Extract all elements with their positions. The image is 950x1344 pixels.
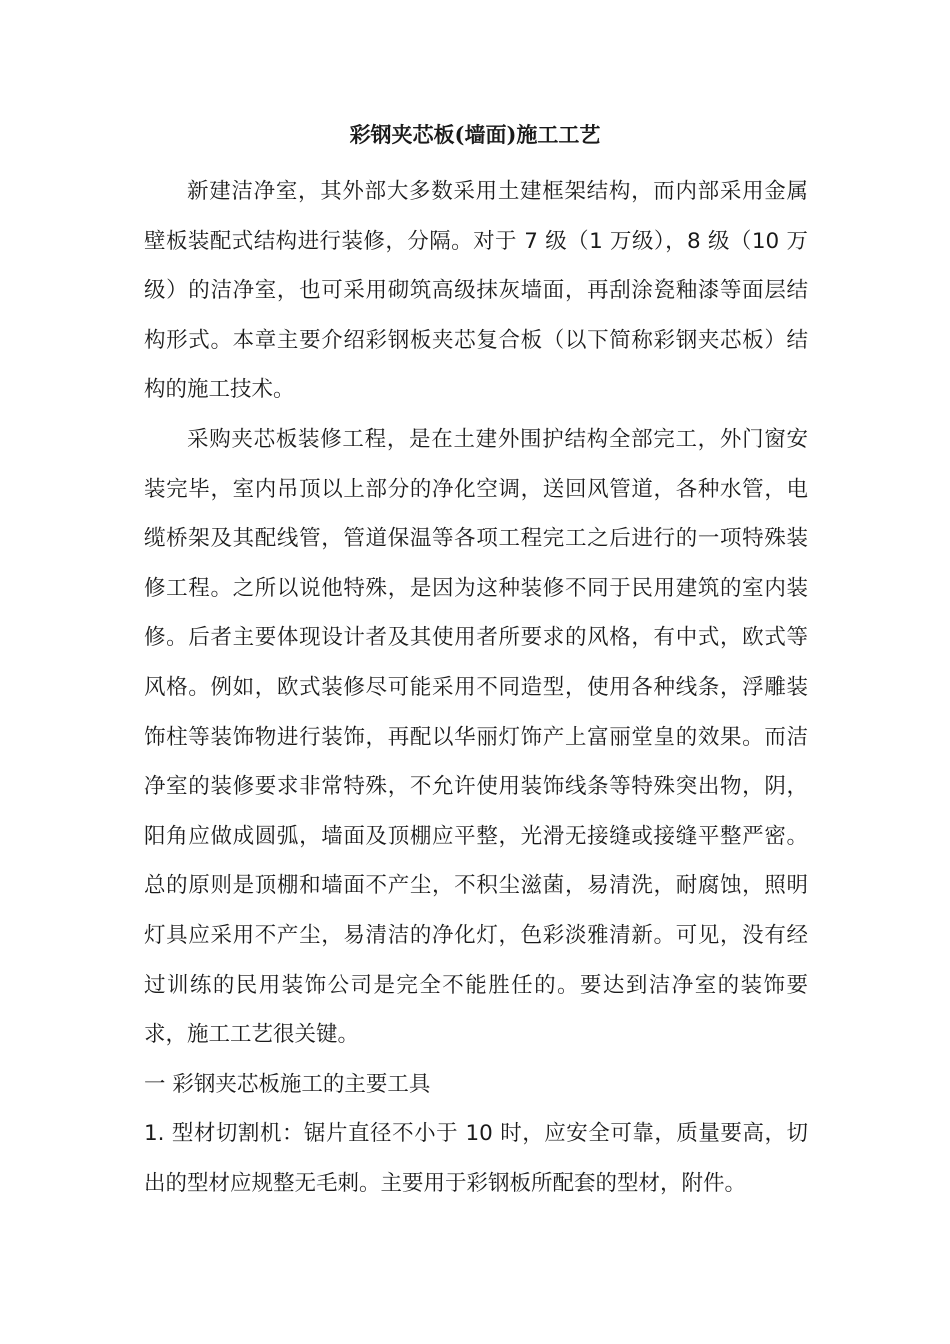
section-heading: 一 彩钢夹芯板施工的主要工具 (144, 1071, 431, 1097)
document-title: 彩钢夹芯板(墙面)施工工艺 (349, 122, 601, 147)
document-body (144, 167, 808, 1208)
list-item: 1. 型材切割机：锯片直径不小于 10 时，应安全可靠，质量要高，切出的型材应规整无毛刺。主要用于彩钢板所配套的型材，附件。 (144, 1121, 808, 1196)
paragraph-procurement: 采购夹芯板装修工程，是在土建外围护结构全部完工，外门窗安装完毕，室内吊顶以上部分的净化空调，送回风管道，各种水管，电缆桥架及其配线管，管道保温等各项工程完工之后进行的一项特殊装修工程。之所以说他特殊，是因为这种装修不同于民用建筑的室内装修。后者主要体现设计者及其使用者所要求的风格，有中式，欧式等风格。例如，欧式装修尽可能采用不同造型，使用各种线条，浮雕装饰柱等装饰物进行装饰，再配以华丽灯饰产上富丽堂皇的效果。而洁净室的装修要求非常特殊，不允许使用装饰线条等特殊突出物，阴，阳角应做成圆弧，墙面及顶棚应平整，光滑无接缝或接缝平整严密。总的原则是顶棚和墙面不产尘，不积尘滋菌，易清洗，耐腐蚀，照明灯具应采用不产尘，易清洁的净化灯，色彩淡雅清新。可见，没有经过训练的民用装饰公司是完全不能胜任的。要达到洁净室的装饰要求，施工工艺很关键。 (144, 426, 808, 1048)
paragraph-intro: 新建洁净室，其外部大多数采用土建框架结构，而内部采用金属壁板装配式结构进行装修，分隔。对于 7 级（1 万级），8 级（10 万级）的洁净室，也可采用砌筑高级抹灰墙面，再刮涂瓷釉漆等面层结构形式。本章主要介绍彩钢板夹芯复合板（以下简称彩钢夹芯板）结构的施工技术。 (144, 179, 808, 403)
